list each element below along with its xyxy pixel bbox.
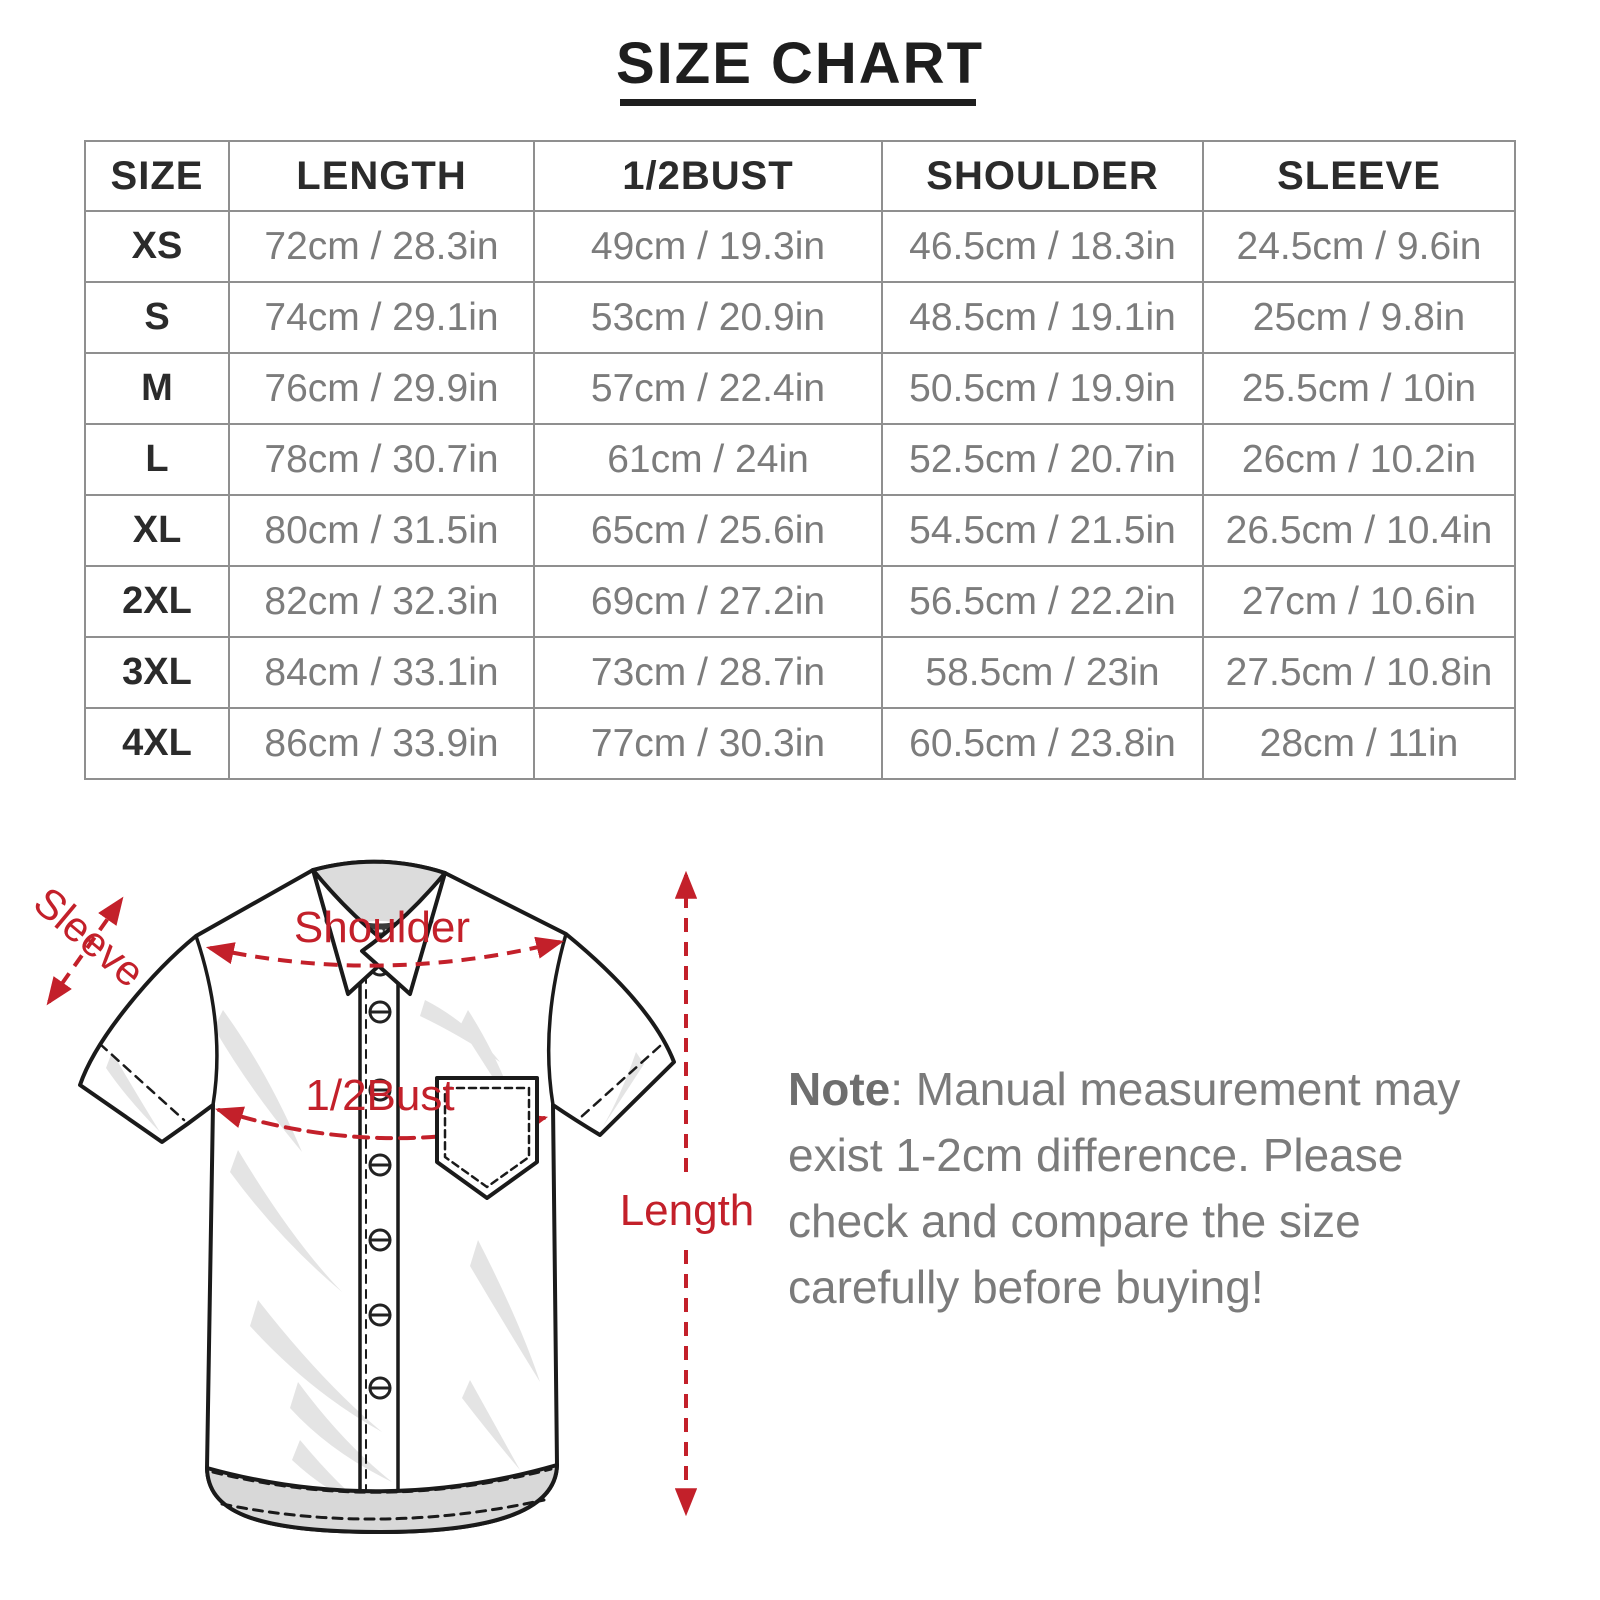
cell-shoulder: 54.5cm / 21.5in [882, 495, 1203, 566]
bust-label: 1/2Bust [305, 1071, 455, 1120]
page-title: SIZE CHART [616, 31, 984, 96]
cell-size: XL [85, 495, 229, 566]
cell-sleeve: 26cm / 10.2in [1203, 424, 1515, 495]
note-block [788, 1056, 1508, 1320]
cell-bust: 57cm / 22.4in [534, 353, 882, 424]
cell-length: 84cm / 33.1in [229, 637, 534, 708]
shirt-measurement-diagram [0, 820, 760, 1580]
cell-shoulder: 60.5cm / 23.8in [882, 708, 1203, 779]
cell-sleeve: 25cm / 9.8in [1203, 282, 1515, 353]
cell-length: 82cm / 32.3in [229, 566, 534, 637]
cell-sleeve: 26.5cm / 10.4in [1203, 495, 1515, 566]
cell-shoulder: 46.5cm / 18.3in [882, 211, 1203, 282]
note-line: Note: Manual measurement may [788, 1063, 1461, 1115]
length-label: Length [619, 1186, 755, 1235]
cell-sleeve: 28cm / 11in [1203, 708, 1515, 779]
cell-bust: 73cm / 28.7in [534, 637, 882, 708]
column-header-size: SIZE [85, 141, 229, 211]
cell-length: 86cm / 33.9in [229, 708, 534, 779]
table-row [85, 566, 1515, 637]
cell-bust: 53cm / 20.9in [534, 282, 882, 353]
table-row [85, 495, 1515, 566]
cell-length: 76cm / 29.9in [229, 353, 534, 424]
title-underline [620, 99, 976, 106]
cell-sleeve: 27cm / 10.6in [1203, 566, 1515, 637]
shoulder-label: Shoulder [293, 903, 471, 952]
table-row [85, 637, 1515, 708]
column-header-sleeve: SLEEVE [1203, 141, 1515, 211]
cell-shoulder: 50.5cm / 19.9in [882, 353, 1203, 424]
cell-size: 3XL [85, 637, 229, 708]
note-line: exist 1-2cm difference. Please [788, 1129, 1404, 1181]
cell-length: 80cm / 31.5in [229, 495, 534, 566]
cell-bust: 49cm / 19.3in [534, 211, 882, 282]
cell-size: M [85, 353, 229, 424]
cell-sleeve: 25.5cm / 10in [1203, 353, 1515, 424]
note-line: carefully before buying! [788, 1261, 1264, 1313]
column-header-bust: 1/2BUST [534, 141, 882, 211]
cell-bust: 65cm / 25.6in [534, 495, 882, 566]
size-table [84, 140, 1516, 780]
note-label: Note [788, 1063, 891, 1115]
table-row [85, 282, 1515, 353]
cell-size: 4XL [85, 708, 229, 779]
cell-sleeve: 27.5cm / 10.8in [1203, 637, 1515, 708]
shirt-illustration [80, 862, 674, 1532]
cell-shoulder: 56.5cm / 22.2in [882, 566, 1203, 637]
table-row [85, 353, 1515, 424]
cell-length: 74cm / 29.1in [229, 282, 534, 353]
cell-bust: 61cm / 24in [534, 424, 882, 495]
table-row [85, 708, 1515, 779]
column-header-shoulder: SHOULDER [882, 141, 1203, 211]
cell-length: 72cm / 28.3in [229, 211, 534, 282]
cell-bust: 77cm / 30.3in [534, 708, 882, 779]
table-row [85, 211, 1515, 282]
cell-shoulder: 58.5cm / 23in [882, 637, 1203, 708]
cell-size: XS [85, 211, 229, 282]
column-header-length: LENGTH [229, 141, 534, 211]
cell-size: S [85, 282, 229, 353]
table-header-row [85, 141, 1515, 211]
cell-size: 2XL [85, 566, 229, 637]
cell-shoulder: 52.5cm / 20.7in [882, 424, 1203, 495]
cell-length: 78cm / 30.7in [229, 424, 534, 495]
table-row [85, 424, 1515, 495]
cell-size: L [85, 424, 229, 495]
cell-bust: 69cm / 27.2in [534, 566, 882, 637]
cell-shoulder: 48.5cm / 19.1in [882, 282, 1203, 353]
cell-sleeve: 24.5cm / 9.6in [1203, 211, 1515, 282]
note-line: check and compare the size [788, 1195, 1361, 1247]
sleeve-label: Sleeve [25, 877, 154, 997]
